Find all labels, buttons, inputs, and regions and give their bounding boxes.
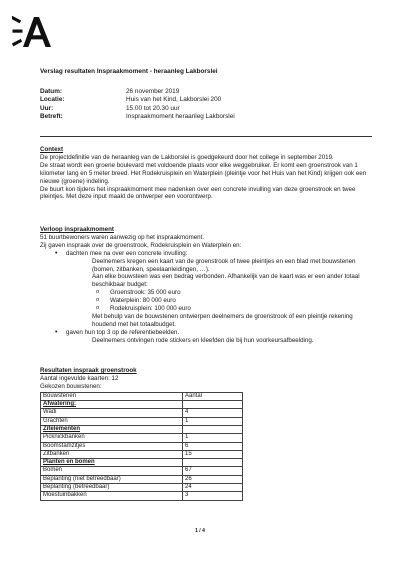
table-cell: Wadi [41,409,183,417]
budget-list [66,289,374,313]
sub-paragraph: Deelnemers ontvingen rode stickers en kleefden die bij hun voorkeursafbeelding. [92,336,314,344]
meta-row-uur [40,105,235,113]
group-label: Afwatering: [41,401,183,409]
context-paragraph: De buurt kon tijdens het inspraakmoment mee nadenken over een concrete invulling van deze groenstrook en twee pleintjes. Met deze input maakt de ontwerper een voorontwerp. [40,185,356,201]
meta-key: Betreft: [40,112,63,120]
verloop-paragraph: Zij gaven inspraak over de groenstrook, Rodekruisplein en Waterplein en: [40,241,242,249]
meta-key: Locatie: [40,96,65,104]
table-cell: Zitbanken [41,450,183,458]
group-label: Zitelementen [41,425,183,433]
table-cell: 1 [183,434,243,442]
table-cell [183,425,243,433]
column-header: Aantal [183,392,243,400]
meta-value: Huis van het Kind, Lakborslei 200 [126,96,222,104]
table-row [41,409,243,417]
table-cell [183,459,243,467]
context-heading: Context [40,146,64,153]
table-cell [183,401,243,409]
resultaten-count: Aantal ingevulde kaarten: 12 [40,374,119,382]
column-header: Bouwstenen [41,392,183,400]
sub-paragraph: Met behulp van de bouwstenen ontwierpen deelnemers de groenstrook of een pleintje rekening houdend met het totaalbudget. [92,312,353,328]
context-paragraph: De projectdefinitie van de heraanleg van de Lakborslei is goedgekeurd door het college in september 2019. [40,153,334,161]
table-cell: Moestuinbakken [41,492,183,500]
meta-value: 15.00 tot 20.30 uur [126,104,180,112]
group-label: Planten en bomen [41,459,183,467]
table-row [41,475,243,483]
table-row [41,417,243,425]
meta-block [40,88,235,121]
resultaten-subheading: Gekozen bouwstenen: [40,382,102,390]
sub-paragraph: Aan elke bouwsteen was een bedrag verbonden. Afhankelijk van de kaart was er een ander totaal beschikbaar budget: [92,273,360,289]
context-paragraph: De straat wordt een groene boulevard met voldoende plaats voor elke weggebruiker. Er komt een groenstrook van 1 kilometer lang en 5 meter breed. Het Rodekruisplein en Waterplein (pleintje voor het Huis van het Kind) krijgen ook een nieuwe (groene) indeling. [40,161,367,185]
table-cell: 15 [183,450,243,458]
meta-row-betreft [40,113,235,121]
verloop-heading: Verloop inspraakmoment [40,226,114,233]
table-row [41,450,243,458]
budget-item: o Groenstrook: 35 000 euro [66,289,374,297]
resultaten-section [40,367,374,501]
budget-item: o Waterplein: 80 000 euro [66,297,374,305]
table-cell: 3 [183,492,243,500]
table-cell: Boomstamzitjes [41,442,183,450]
meta-row-datum [40,88,235,96]
table-cell: 1 [183,417,243,425]
table-cell: Beplanting (betreedbaar) [41,483,183,491]
table-group-row [41,459,243,467]
table-cell: Picknickbanken [41,434,183,442]
meta-value: Inspraakmoment heraanleg Lakborslei [126,112,235,120]
divider [40,136,372,137]
table-cell: 24 [183,483,243,491]
bouwstenen-table [40,392,243,501]
table-cell: Bomen [41,467,183,475]
sub-paragraph: Deelnemers kregen een kaart van de groenstrook of twee pleintjes en een blad met bouwstenen (bomen, zitbanken, speelaanleidingen, …). [92,257,356,273]
verloop-section [40,226,374,345]
bullet-text: gaven hun top 3 op de referentiebeelden. [66,328,180,336]
table-cell: Beplanting (niet betreedbaar) [41,475,183,483]
table-group-row [41,401,243,409]
table-row [41,483,243,491]
bullet-text: dachten mee na over een concrete invulling: [66,249,188,257]
meta-row-locatie [40,96,235,104]
table-cell: Grachten [41,417,183,425]
table-cell: 26 [183,475,243,483]
document-title: Verslag resultaten Inspraakmoment - heraanleg Lakborslei [40,68,218,75]
budget-item: o Rodekruisplein: 100 000 euro [66,305,374,313]
table-cell: 67 [183,467,243,475]
meta-key: Uur: [40,104,54,112]
table-header-row [41,392,243,400]
resultaten-heading: Resultaten inspraak groenstrook [40,367,137,374]
table-row [41,467,243,475]
table-row [41,492,243,500]
meta-value: 26 november 2019 [126,88,180,95]
antwerpen-logo-icon [12,14,52,50]
context-section [40,146,374,201]
table-row [41,442,243,450]
table-cell: 6 [183,442,243,450]
meta-key: Datum: [40,88,63,95]
verloop-paragraph: 51 buurtbewoners waren aanwezig op het inspraakmoment. [40,233,205,241]
verloop-list [40,250,374,345]
page-number: 1 / 4 [195,528,205,534]
table-row [41,434,243,442]
list-item [40,250,374,329]
list-item [40,329,374,345]
table-group-row [41,425,243,433]
table-cell: 4 [183,409,243,417]
